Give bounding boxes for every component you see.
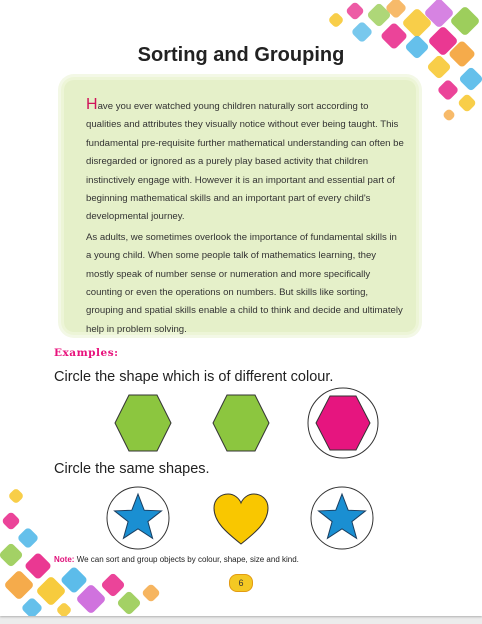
intro-paragraph-2: As adults, we sometimes overlook the importance of fundamental skills in a young child. When some people talk of mathematics learning, they mostly speak of number sense or numeration and more specifically counting or even the operations on numbers. But skills like sorting, grouping and spatial skills enable a child to think and decide and ultimately help in problem solving. — [86, 231, 403, 335]
intro-paragraph-1-text: ave you ever watched young children naturally sort according to qualities and attributes they visually notice without ever being taught. This fundamental pre-requisite further mathematical understanding can often be disregarded or ignored as a purely play based activity that children instinctively engage with. However it is an important and essential part of beginning mathematical skills and an important part of every child's developmental journey. — [86, 101, 404, 223]
drop-cap: H — [86, 96, 98, 113]
page-title: Sorting and Grouping — [137, 44, 345, 66]
yellow-heart — [212, 492, 270, 546]
blue-star-circled-2 — [310, 486, 374, 550]
question-2: Circle the same shapes. — [54, 461, 210, 477]
note-text: We can sort and group objects by colour, shape, size and kind. — [76, 555, 299, 564]
question-1: Circle the shape which is of different colour. — [54, 369, 334, 385]
green-hexagon-1 — [112, 392, 174, 454]
note-label: Note: — [54, 555, 75, 564]
page-number: 6 — [238, 578, 244, 588]
green-hexagon-2 — [210, 392, 272, 454]
page-number-badge — [229, 574, 253, 592]
blue-star-circled-1 — [106, 486, 170, 550]
intro-paragraph-1 — [86, 98, 404, 227]
note — [54, 555, 299, 564]
examples-label: Examples: — [54, 347, 119, 359]
intro-text — [86, 98, 404, 339]
pink-hexagon-circled — [306, 386, 380, 460]
